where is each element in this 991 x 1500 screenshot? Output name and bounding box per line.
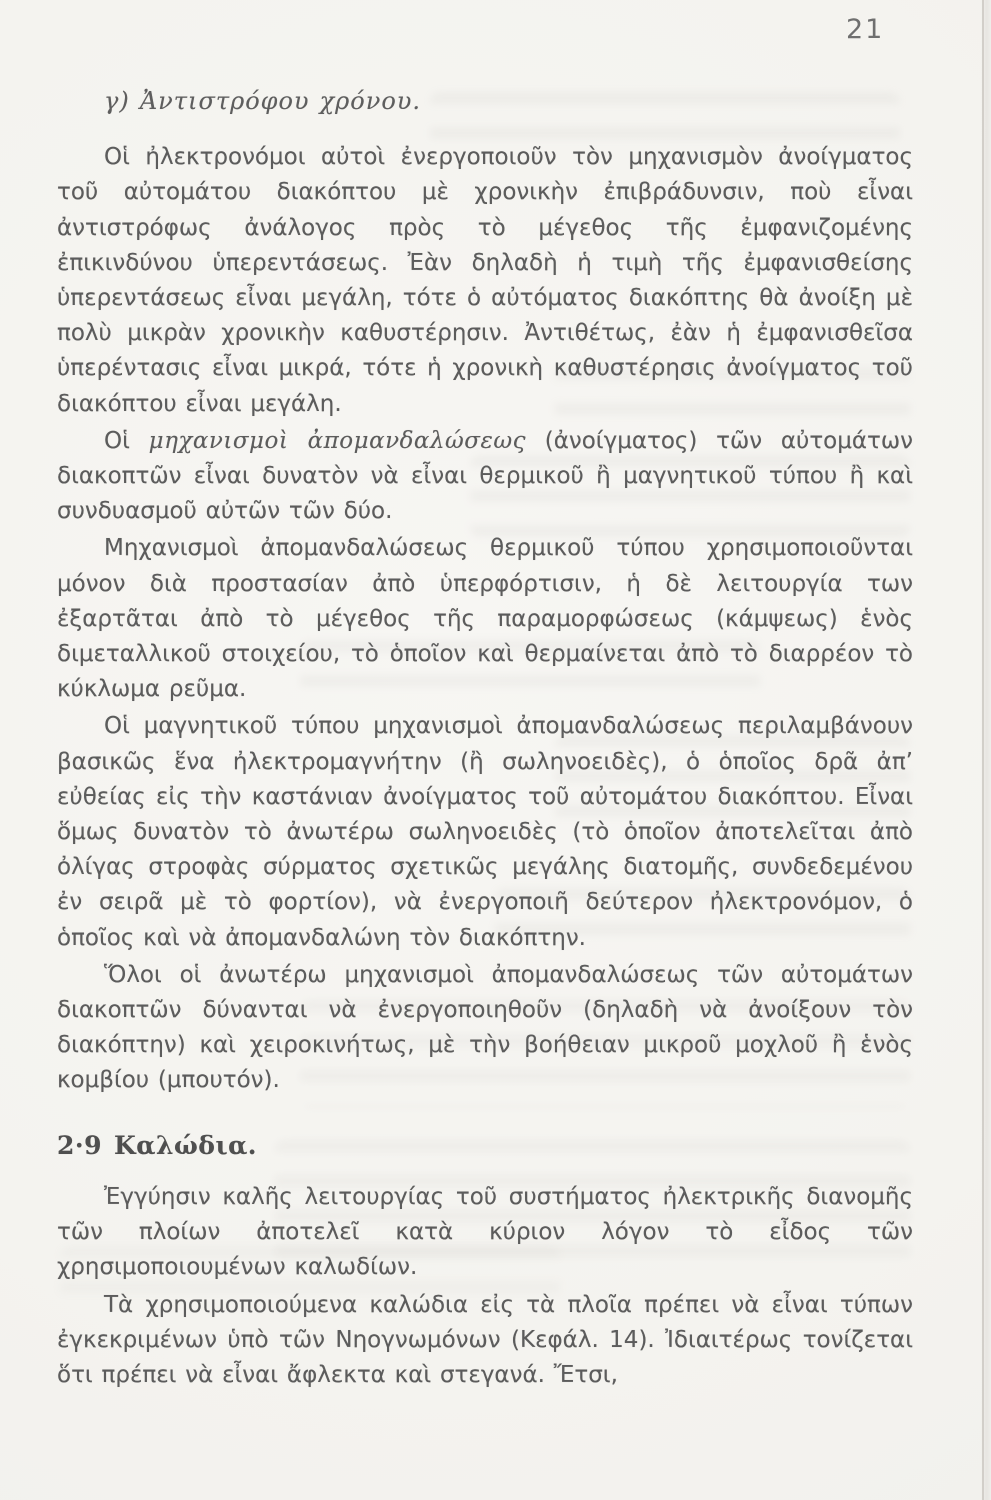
paragraph-thermal-type: Μηχανισμοὶ ἀπομανδαλώσεως θερμικοῦ τύπου χρησιμοποιοῦνται μόνον διὰ προστασίαν ἀπὸ ὑπερφόρτισιν, ἡ δὲ λειτουργία των ἐξαρτᾶται ἀπὸ τὸ μέγεθος τῆς παραμορφώσεως (κάμψεως) ἑνὸς διμεταλλικοῦ στοιχείου, τὸ ὁποῖον καὶ θερμαίνεται ἀπὸ τὸ διαρρέον τὸ κύκλωμα ρεῦμα. bbox=[57, 535, 913, 703]
paragraph-tripping-mechanisms bbox=[57, 424, 913, 530]
section-heading bbox=[57, 1128, 913, 1163]
paragraph-magnetic-type: Οἱ μαγνητικοῦ τύπου μηχανισμοὶ ἀπομανδαλώσεως περιλαμβάνουν βασικῶς ἕνα ἠλεκτρομαγνήτην (ἢ σωληνοειδὲς), ὁ ὁποῖος δρᾶ ἀπ’ εὐθείας εἰς τὴν καστάνιαν ἀνοίγματος τοῦ αὐτομάτου διακόπτου. Εἶναι ὅμως δυνατὸν τὸ ἀνωτέρω σωληνοειδὲς (τὸ ὁποῖον ἀποτελεῖται ἀπὸ ὀλίγας στροφὰς σύρματος σχετικῶς μεγάλης διατομῆς, συνδεδεμένου ἐν σειρᾶ μὲ τὸ φορτίον), νὰ ἐνεργοποιῆ δεύτερον ἠλεκτρονόμον, ὁ ὁποῖος καὶ νὰ ἀπομανδαλώνη τὸν διακόπτην. bbox=[57, 713, 913, 951]
subsection-heading: γ) Ἀντιστρόφου χρόνου. bbox=[104, 87, 421, 115]
page-number: 21 bbox=[846, 14, 885, 45]
scan-edge-shading bbox=[981, 0, 991, 1500]
paragraph-2-lead: Οἱ bbox=[104, 427, 149, 454]
paragraph-2-italic-term: μηχανισμοὶ ἀπομανδαλώσεως bbox=[148, 427, 526, 454]
page-content bbox=[57, 84, 913, 1395]
scan-edge-line bbox=[982, 0, 984, 1500]
paragraph-cables-approval: Τὰ χρησιμοποιούμενα καλώδια εἰς τὰ πλοῖα πρέπει νὰ εἶναι τύπων ἐγκεκριμένων ὑπὸ τῶν Νηογνωμόνων (Κεφάλ. 14). Ἰδιαιτέρως τονίζεται ὅτι πρέπει νὰ εἶναι ἄφλεκτα καὶ στεγανά. Ἔτσι, bbox=[57, 1291, 913, 1388]
paragraph-cables-intro: Ἐγγύησιν καλῆς λειτουργίας τοῦ συστήματος ἠλεκτρικῆς διανομῆς τῶν πλοίων ἀποτελεῖ κατὰ κύριον λόγον τὸ εἶδος τῶν χρησιμοποιουμένων καλωδίων. bbox=[57, 1183, 913, 1281]
paragraph-manual-operation: Ὅλοι οἱ ἀνωτέρω μηχανισμοὶ ἀπομανδαλώσεως τῶν αὐτομάτων διακοπτῶν δύνανται νὰ ἐνεργοποιηθοῦν (δηλαδὴ νὰ ἀνοίξουν τὸν διακόπτην) καὶ χειροκινήτως, μὲ τὴν βοήθειαν μικροῦ μοχλοῦ ἢ ἑνὸς κομβίου (μπουτόν). bbox=[57, 961, 913, 1094]
paragraph-relays-inverse-time: Οἱ ἠλεκτρονόμοι αὐτοὶ ἐνεργοποιοῦν τὸν μηχανισμὸν ἀνοίγματος τοῦ αὐτομάτου διακόπτου μὲ χρονικὴν ἐπιβράδυνσιν, ποὺ εἶναι ἀντιστρόφως ἀνάλογος πρὸς τὸ μέγεθος τῆς ἐμφανιζομένης ἐπικινδύνου ὑπερεντάσεως. Ἐὰν δηλαδὴ ἡ τιμὴ τῆς ἐμφανισθείσης ὑπερεντάσεως εἶναι μεγάλη, τότε ὁ αὐτόματος διακόπτης θὰ ἀνοίξη μὲ πολὺ μικρὰν χρονικὴν καθυστέρησιν. Ἀντιθέτως, ἐὰν ἡ ἐμφανισθεῖσα ὑπερέντασις εἶναι μικρά, τότε ἡ χρονικὴ καθυστέρησις ἀνοίγματος τοῦ διακόπτου εἶναι μεγάλη. bbox=[57, 144, 913, 417]
section-title: Καλώδια. bbox=[114, 1130, 258, 1160]
paragraph-2-rest: (ἀνοίγματος) τῶν αὐτομάτων διακοπτῶν εἶναι δυνατὸν νὰ εἶναι θερμικοῦ ἢ μαγνητικοῦ τύπου ἢ καὶ συνδυασμοῦ αὐτῶν τῶν δύο. bbox=[57, 427, 913, 525]
section-number: 2·9 bbox=[57, 1130, 102, 1160]
